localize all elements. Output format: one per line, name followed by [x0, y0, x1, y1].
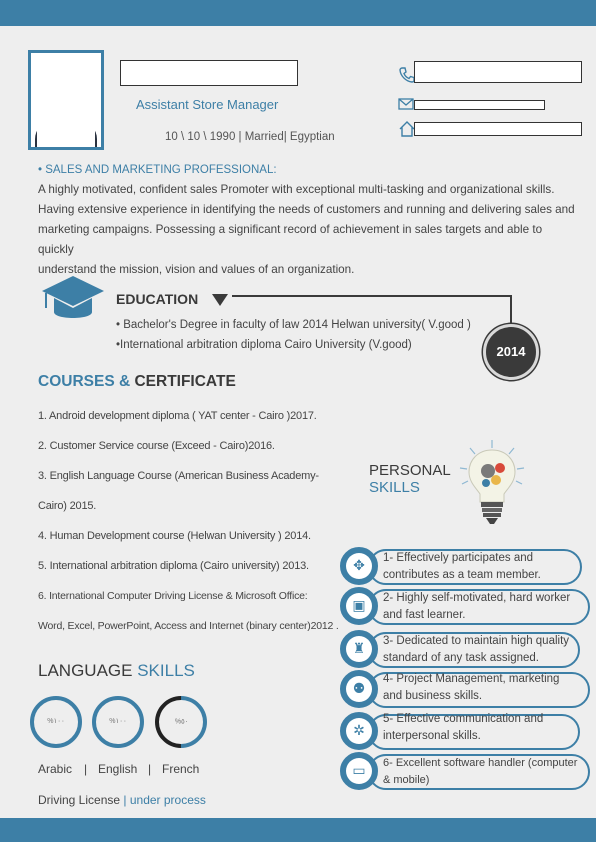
education-list: [116, 315, 471, 355]
skill-line2: interpersonal skills.: [383, 730, 481, 742]
lightbulb-icon: [456, 438, 528, 528]
skill-item: [340, 670, 590, 706]
skill-text: [383, 755, 577, 789]
language-heading-part2: SKILLS: [137, 661, 195, 680]
skill-line2: and fast learner.: [383, 609, 466, 621]
profile-photo: [28, 50, 104, 150]
skill-icon-circle: [340, 670, 378, 708]
language-heading-part1: LANGUAGE: [38, 661, 133, 680]
skill-icon-circle: [340, 752, 378, 790]
summary-heading: • SALES AND MARKETING PROFESSIONAL:: [38, 164, 277, 176]
skill-text: [383, 671, 559, 705]
summary-text: [38, 180, 578, 280]
education-item: • Bachelor's Degree in faculty of law 2014 Helwan university( V.good ): [116, 319, 471, 331]
skill-icon-circle: [340, 547, 378, 585]
address-redacted-box: [414, 122, 582, 136]
personal-skills-heading: [369, 462, 451, 496]
lang-circle-english: [92, 696, 144, 748]
skill-text: [383, 633, 569, 667]
personal-skills-heading-part2: SKILLS: [369, 479, 420, 496]
skill-line1: 6- Excellent software handler (computer: [383, 757, 578, 769]
course-item: 4. Human Development course (Helwan University ) 2014.: [38, 530, 311, 542]
lang-label-arabic: Arabic: [38, 762, 73, 776]
skill-line2: & mobile): [383, 774, 430, 786]
skill-icon-circle: [340, 712, 378, 750]
lang-separator: |: [148, 762, 152, 776]
nationality: | Egyptian: [283, 131, 335, 143]
course-item: Cairo) 2015.: [38, 500, 97, 512]
course-item: 6. International Computer Driving License & Microsoft Office:: [38, 590, 308, 602]
course-item: 2. Customer Service course (Exceed - Cairo)2016.: [38, 440, 275, 452]
education-arrow-icon: [211, 293, 229, 307]
skill-line1: 2- Highly self-motivated, hard worker: [383, 592, 571, 604]
computer-icon: ▭: [352, 762, 366, 778]
education-item: •International arbitration diploma Cairo University (V.good): [116, 339, 412, 351]
personal-skills-heading-part1: PERSONAL: [369, 462, 451, 479]
quality-icon: ♜: [352, 640, 366, 656]
name-redacted-box: [120, 60, 298, 86]
lang-level-text: %٥٠: [174, 718, 189, 726]
graduation-cap-icon: [40, 274, 106, 326]
communication-icon: ✲: [353, 722, 365, 738]
skill-item: [340, 587, 590, 623]
summary-line: marketing campaigns. Possessing a significant record of achievement in sales targets and able to quickly: [38, 223, 543, 256]
course-item: 1. Android development diploma ( YAT center - Cairo )2017.: [38, 410, 317, 422]
skill-item: [340, 712, 580, 748]
skill-line1: 5- Effective communication and: [383, 713, 544, 725]
skill-icon-circle: [340, 587, 378, 625]
skill-line1: 1- Effectively participates and: [383, 552, 534, 564]
management-icon: ⚉: [352, 680, 366, 696]
skill-line2: contributes as a team member.: [383, 569, 541, 581]
email-redacted-box: [414, 100, 545, 110]
skill-text: [383, 590, 570, 624]
email-icon: [398, 98, 414, 110]
lang-level-text: %١٠٠: [109, 718, 127, 725]
skill-item: [340, 752, 590, 788]
skill-line2: standard of any task assigned.: [383, 652, 539, 664]
personal-info: [165, 131, 335, 143]
education-heading: EDUCATION: [116, 291, 199, 307]
courses-heading: [38, 373, 236, 391]
lang-separator: |: [84, 762, 88, 776]
driving-status: | under process: [123, 793, 206, 807]
lang-circle-french: [144, 685, 218, 759]
course-item: Word, Excel, PowerPoint, Access and Internet (binary center)2012 .: [38, 620, 339, 632]
lang-label-french: French: [162, 762, 200, 776]
driving-label: Driving License: [38, 793, 121, 807]
photo-redaction: [37, 53, 95, 147]
skill-icon-circle: [340, 630, 378, 668]
language-heading: [38, 661, 195, 681]
job-title: Assistant Store Manager: [136, 97, 279, 112]
skill-line1: 4- Project Management, marketing: [383, 673, 560, 685]
skill-text: [383, 550, 541, 584]
lang-circle-arabic: [30, 696, 82, 748]
year-badge: [483, 324, 539, 380]
phone-redacted-box: [414, 61, 582, 83]
summary-line: Having extensive experience in identifying the needs of customers and running and delivering sales and: [38, 203, 575, 216]
skill-item: [340, 630, 580, 666]
summary-line: understand the mission, vision and values of an organization.: [38, 263, 355, 276]
lang-level-text: %١٠٠: [47, 718, 65, 725]
course-item: 3. English Language Course (American Business Academy-: [38, 470, 319, 482]
skill-line1: 3- Dedicated to maintain high quality: [383, 635, 570, 647]
courses-heading-part2: CERTIFICATE: [134, 373, 236, 390]
year-badge-text: 2014: [496, 344, 526, 359]
top-band: [0, 0, 596, 26]
skill-line2: and business skills.: [383, 690, 483, 702]
team-icon: ✥: [353, 557, 365, 573]
courses-heading-part1: COURSES &: [38, 373, 131, 390]
lang-label-english: English: [98, 762, 138, 776]
summary-line: A highly motivated, confident sales Promoter with exceptional multi-tasking and organizational skills.: [38, 183, 555, 196]
bottom-band: [0, 818, 596, 842]
driving-license: [38, 793, 206, 807]
skill-item: [340, 547, 580, 583]
birth-date: 10 \ 10 \ 1990: [165, 131, 236, 143]
presentation-icon: ▣: [352, 597, 366, 613]
skill-text: [383, 711, 543, 745]
marital-status: | Married: [238, 131, 284, 143]
course-item: 5. International arbitration diploma (Cairo university) 2013.: [38, 560, 309, 572]
